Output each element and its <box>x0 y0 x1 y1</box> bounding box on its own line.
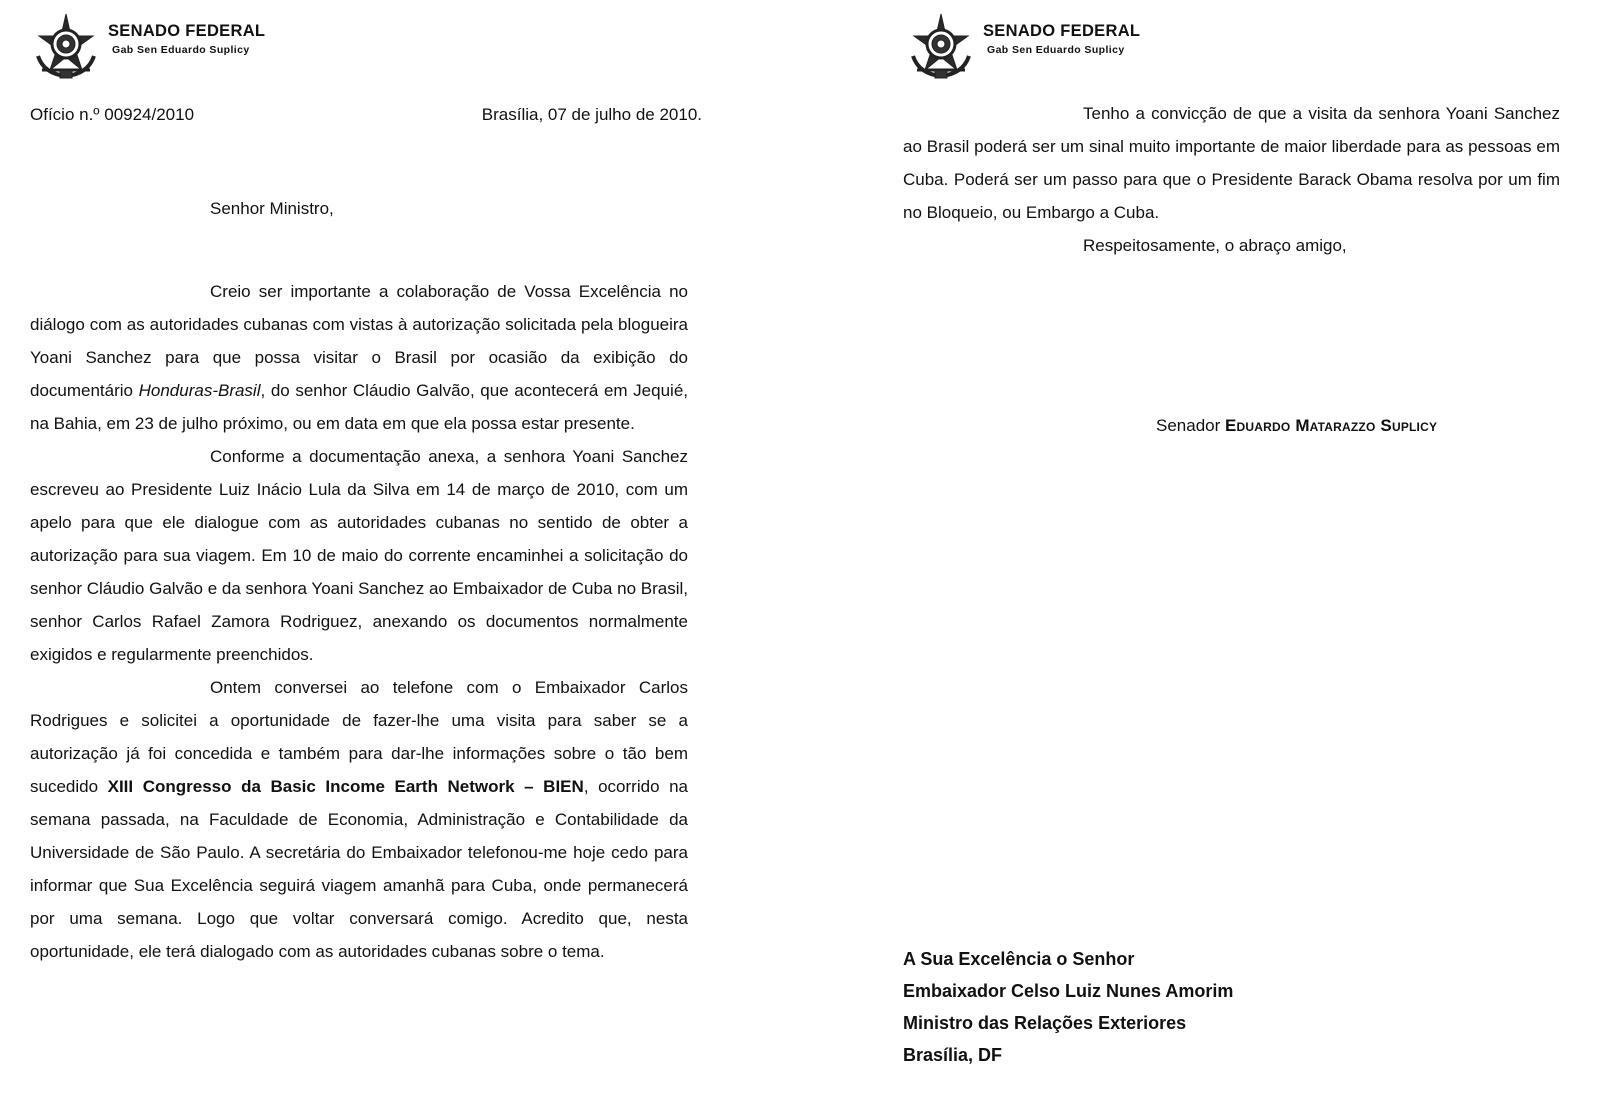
congress-name: XIII Congresso da Basic Income Earth Network – BIEN <box>107 777 584 796</box>
brazil-coat-of-arms-icon <box>905 10 977 82</box>
letterhead-title: SENADO FEDERAL <box>108 22 266 40</box>
documentary-title: Honduras-Brasil <box>138 381 261 400</box>
letter-date: Brasília, 07 de julho de 2010. <box>481 105 702 124</box>
oficio-number: Ofício n.º 00924/2010 <box>30 105 195 124</box>
signature <box>1156 411 1437 441</box>
letterhead-title: SENADO FEDERAL <box>983 22 1141 40</box>
signature-title: Senador <box>1156 416 1225 435</box>
paragraph-3 <box>30 671 688 968</box>
addressee-line: Embaixador Celso Luiz Nunes Amorim <box>903 981 1234 1001</box>
paragraph-3-text-b: , ocorrido na semana passada, na Faculdade de Economia, Administração e Contabilidade da Universidade de São Paulo. A secretária do Embaixador telefonou-me hoje cedo para informar que Sua Excelência seguirá viagem amanhã para Cuba, onde permanecerá por uma semana. Logo que voltar conversará comigo. Acredito que, nesta oportunidade, ele terá dialogado com as autoridades cubanas sobre o tema. <box>30 777 689 961</box>
letterhead-subtitle: Gab Sen Eduardo Suplicy <box>112 44 250 56</box>
paragraph-4: Tenho a convicção de que a visita da senhora Yoani Sanchez ao Brasil poderá ser um sinal muito importante de maior liberdade para as pessoas em Cuba. Poderá ser um passo para que o Presidente Barack Obama resolva por um fim no Bloqueio, ou Embargo a Cuba. <box>903 104 1560 222</box>
letter-body <box>30 275 688 968</box>
addressee-line: A Sua Excelência o Senhor <box>903 949 1135 969</box>
addressee-line: Ministro das Relações Exteriores <box>903 1013 1187 1033</box>
letter-body-continued <box>903 97 1560 262</box>
letterhead-subtitle: Gab Sen Eduardo Suplicy <box>987 44 1125 56</box>
paragraph-1 <box>30 275 688 440</box>
addressee-block <box>903 943 1233 1071</box>
paragraph-3-text-a: Ontem conversei ao telefone com o Embaixador Carlos Rodrigues e solicitei a oportunidade de fazer-lhe uma visita para saber se a autorização já foi concedida e também para dar-lhe informações sobre o tão bem sucedido <box>30 678 688 796</box>
paragraph-1-text-a: Creio ser importante a colaboração de Vossa Excelência no diálogo com as autoridades cubanas com vistas à autorização solicitada pela blogueira Yoani Sanchez para que possa visitar o Brasil por ocasião da exibição do documentário <box>30 282 688 400</box>
letter-page-1 <box>0 0 760 1114</box>
closing: Respeitosamente, o abraço amigo, <box>1083 236 1347 255</box>
salutation: Senhor Ministro, <box>210 199 334 218</box>
paragraph-2: Conforme a documentação anexa, a senhora Yoani Sanchez escreveu ao Presidente Luiz Inácio Lula da Silva em 14 de março de 2010, com um apelo para que ele dialogue com as autoridades cubanas no sentido de obter a autorização para sua viagem. Em 10 de maio do corrente encaminhei a solicitação do senhor Cláudio Galvão e da senhora Yoani Sanchez ao Embaixador de Cuba no Brasil, senhor Carlos Rafael Zamora Rodriguez, anexando os documentos normalmente exigidos e regularmente preenchidos. <box>30 447 688 664</box>
signature-name: Eduardo Matarazzo Suplicy <box>1225 416 1438 435</box>
letter-page-2 <box>900 0 1600 1114</box>
brazil-coat-of-arms-icon <box>30 10 102 82</box>
addressee-line: Brasília, DF <box>903 1045 1003 1065</box>
paragraph-1-text-b: , do senhor Cláudio Galvão, que acontecerá em Jequié, na Bahia, em 23 de julho próximo, ou em data em que ela possa estar presente. <box>30 381 689 433</box>
